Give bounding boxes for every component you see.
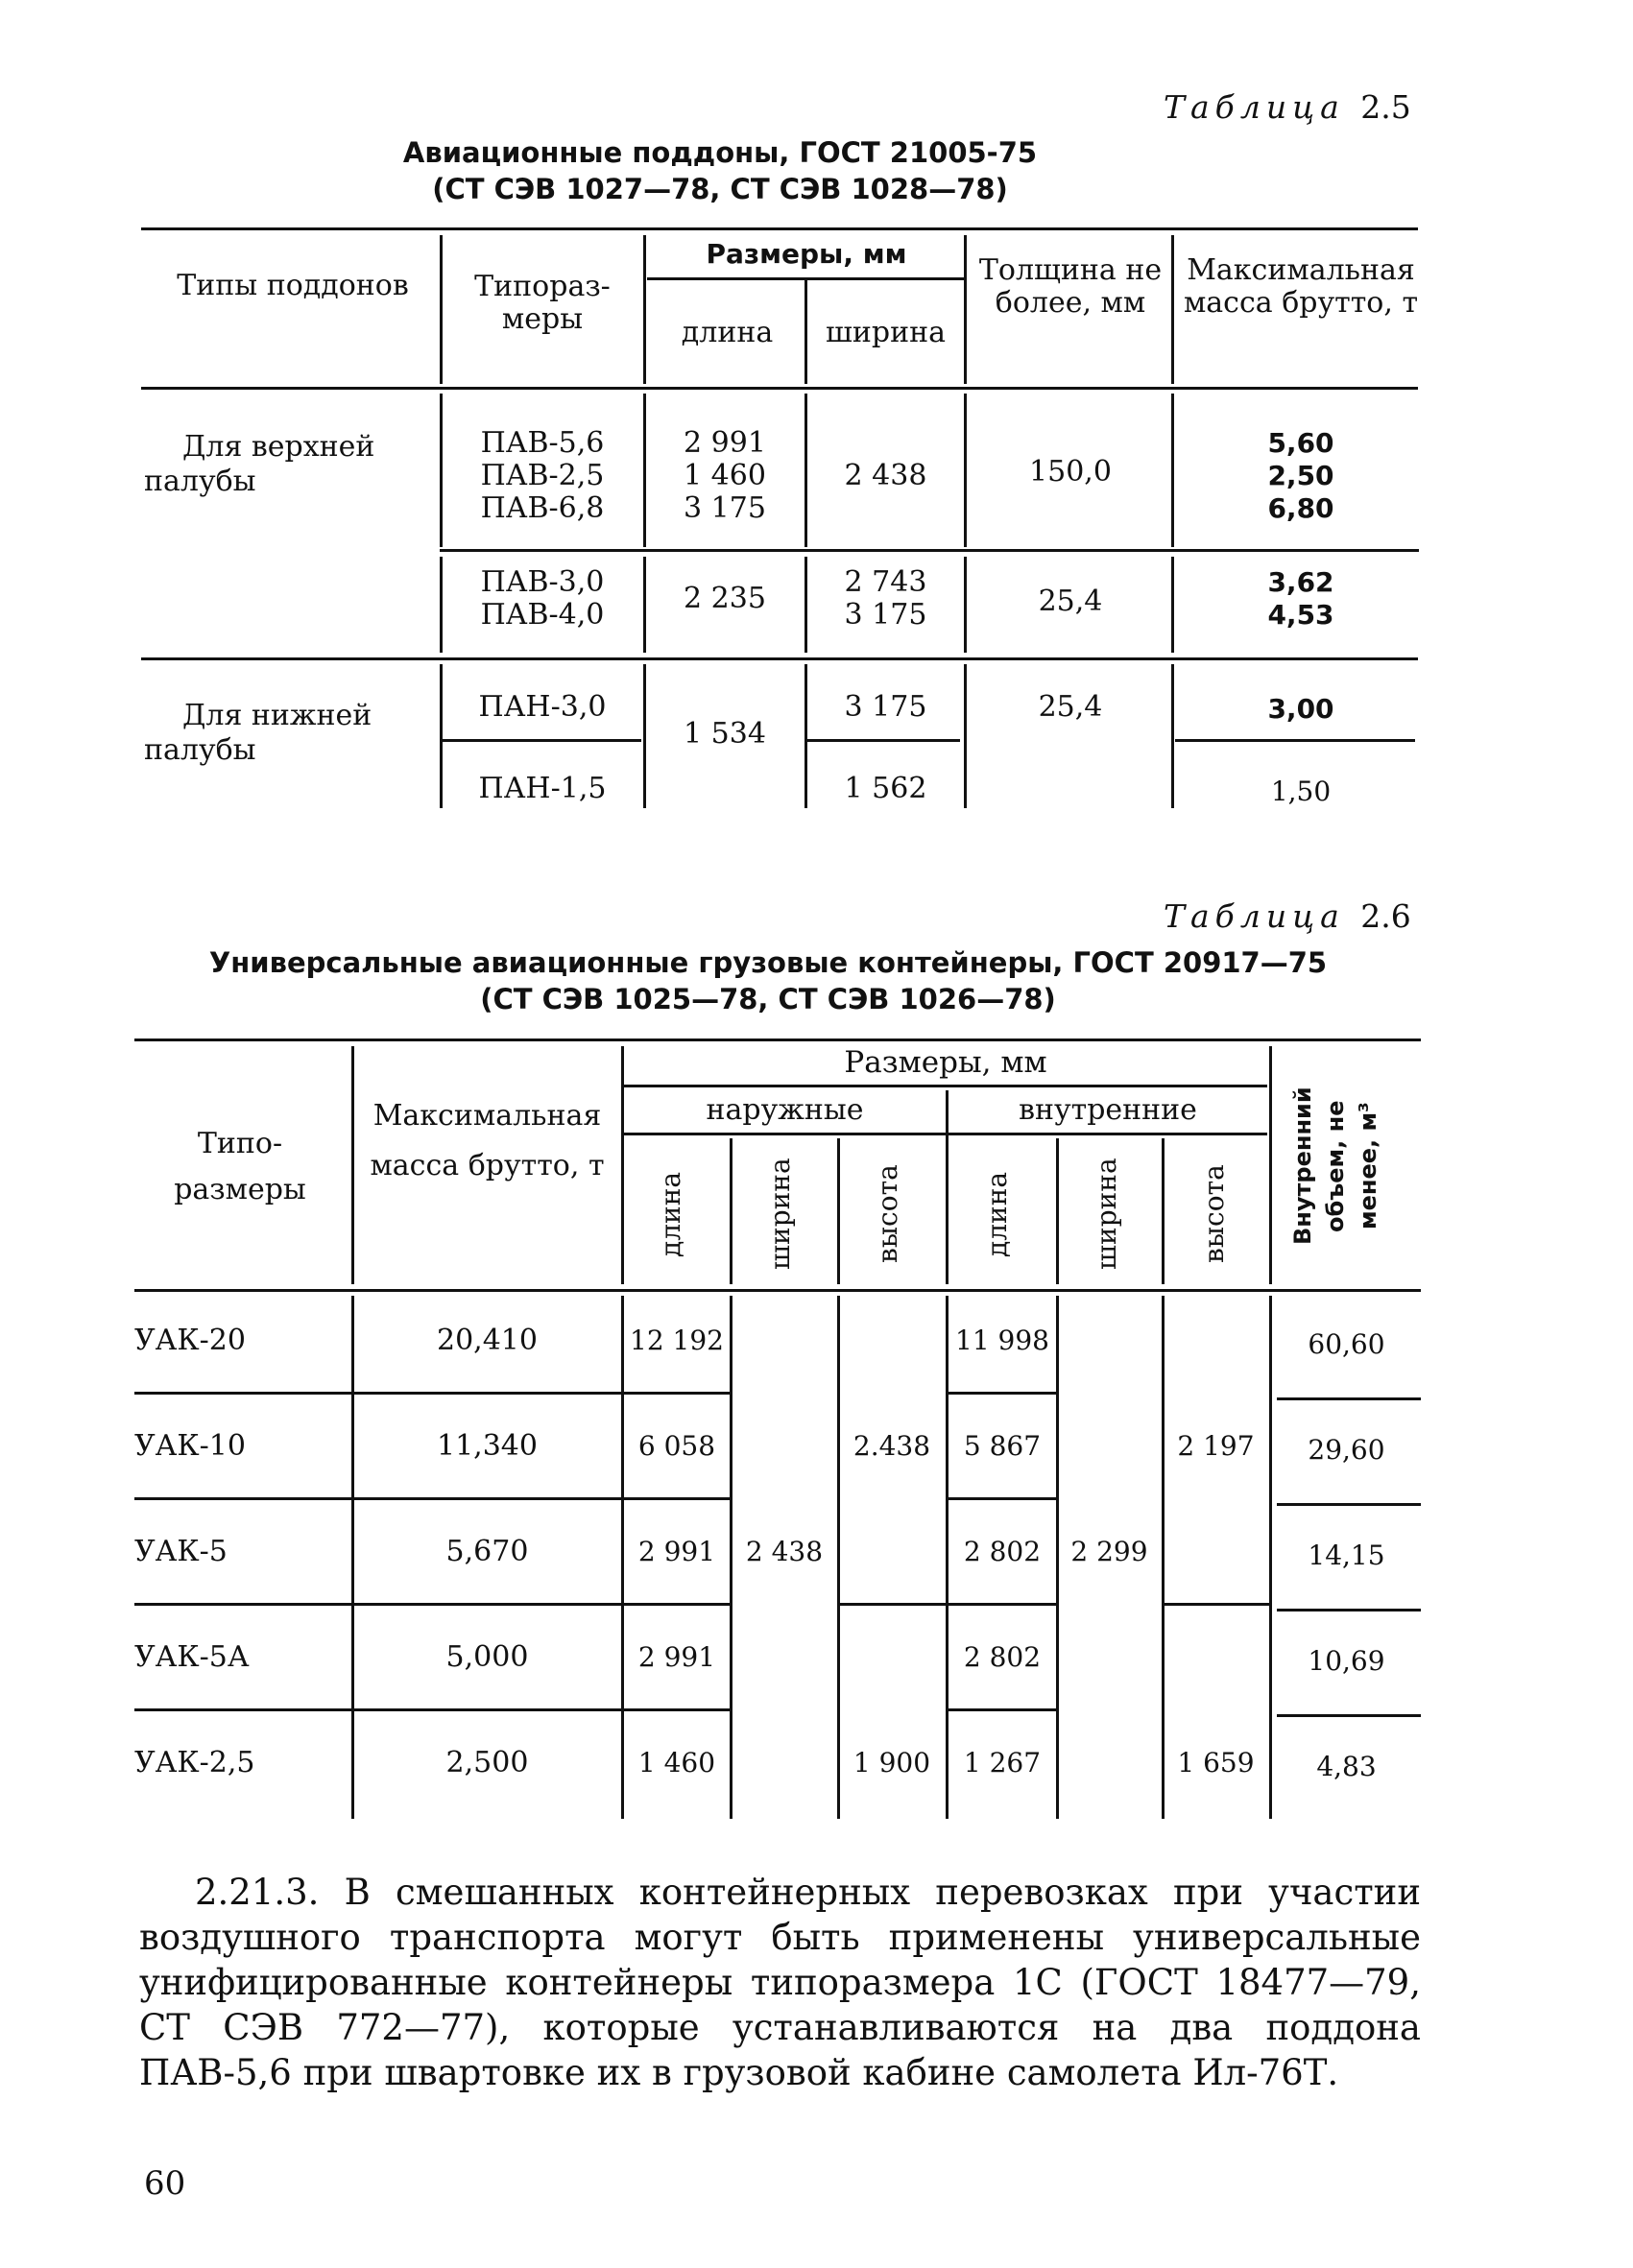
row3-size1: ПАН-3,0 [478,690,607,724]
row1-width: 2 438 [844,459,927,492]
header-inner: внутренние [1019,1093,1197,1127]
header-inner-width: ширина [1091,1158,1122,1271]
row3-mass2: 1,50 [1270,776,1332,807]
row-uak-10-mass: 11,340 [437,1429,538,1463]
row-uak-2-5-volume: 4,83 [1316,1751,1377,1782]
header-inner-volume: Внутренний объем, не менее, м³ [1289,1086,1381,1246]
header-width: ширина [826,316,946,349]
header-max-mass-2: Максимальная масса брутто, т [370,1099,605,1182]
row-uak-5-size: УАК-5 [134,1535,228,1568]
row-uak-5a-mass: 5,000 [445,1640,529,1674]
row-uak-2-5-size: УАК-2,5 [134,1746,255,1779]
row1-sizes: ПАВ-5,6 ПАВ-2,5 ПАВ-6,8 [480,426,605,525]
row-uak-5-volume: 14,15 [1308,1540,1385,1571]
merged-outer-width: 2 438 [745,1536,824,1567]
header-thickness: Толщина не более, мм [978,253,1163,320]
merged-inner-height-top: 2 197 [1177,1430,1255,1462]
merged-inner-height-bottom: 1 659 [1177,1747,1255,1779]
header-dimensions: Размеры, мм [706,238,907,270]
row-uak-5a-inner-length: 2 802 [963,1641,1042,1673]
row2-masses: 3,62 4,53 [1267,566,1334,631]
row-uak-10-inner-length: 5 867 [963,1430,1042,1462]
header-outer-width: ширина [764,1158,796,1271]
row2-thickness: 25,4 [1038,585,1103,618]
row-uak-5-inner-length: 2 802 [963,1536,1042,1567]
row-uak-2-5-outer-length: 1 460 [637,1747,716,1779]
row-uak-10-volume: 29,60 [1308,1434,1385,1466]
merged-outer-height-bottom: 1 900 [853,1747,931,1779]
table-2-6-title: Универсальные авиационные грузовые контейнеры, ГОСТ 20917—75 (СТ СЭВ 1025—78, СТ СЭВ 1026—78) [208,946,1328,1015]
table-2-6-label: Таблица 2.6 [1164,897,1411,935]
row1-lengths: 2 991 1 460 3 175 [684,426,766,525]
row3-mass1: 3,00 [1267,693,1334,725]
header-size-type: Типораз- меры [474,270,611,336]
row-uak-20-size: УАК-20 [134,1324,246,1357]
row1-thickness: 150,0 [1029,455,1112,489]
header-inner-length: длина [981,1171,1013,1257]
row3-length: 1 534 [684,717,766,751]
header-inner-height: высота [1198,1164,1230,1264]
row-uak-5a-volume: 10,69 [1308,1645,1385,1677]
header-size-type-2: Типо- размеры [174,1127,306,1206]
group-lower-deck: Для нижней палубы [144,699,372,767]
header-outer: наружные [706,1093,864,1127]
table-2-5-label: Таблица 2.5 [1164,88,1411,126]
row2-sizes: ПАВ-3,0 ПАВ-4,0 [480,565,605,632]
row3-thickness: 25,4 [1038,690,1103,724]
header-dimensions-2: Размеры, мм [844,1045,1047,1080]
row-uak-5-mass: 5,670 [445,1535,529,1568]
row-uak-10-size: УАК-10 [134,1429,246,1463]
row2-widths: 2 743 3 175 [844,565,927,632]
header-outer-length: длина [655,1171,686,1257]
row-uak-20-inner-length: 11 998 [955,1325,1049,1356]
header-outer-height: высота [872,1164,903,1264]
row-uak-5-outer-length: 2 991 [637,1536,716,1567]
row3-width2: 1 562 [844,772,927,805]
row-uak-10-outer-length: 6 058 [637,1430,716,1462]
row2-length: 2 235 [684,582,766,615]
body-paragraph: 2.21.3. В смешанных контейнерных перевозках при участии воздушного транспорта могут быть применены универсальные унифицированные контейнеры типоразмера 1С (ГОСТ 18477—79, СТ СЭВ 772—77), которые устанавливаются на два поддона ПАВ-5,6 при швартовке их в грузовой кабине самолета Ил-76Т. [139,1872,1421,2093]
row3-width1: 3 175 [844,690,927,724]
row-uak-2-5-inner-length: 1 267 [963,1747,1042,1779]
row-uak-5a-outer-length: 2 991 [637,1641,716,1673]
header-pallet-type: Типы поддонов [177,269,409,302]
row-uak-2-5-mass: 2,500 [445,1746,529,1779]
group-upper-deck: Для верхней палубы [144,430,375,498]
header-length: длина [681,316,774,349]
row3-size2: ПАН-1,5 [478,772,607,805]
page-number: 60 [144,2164,186,2203]
row-uak-20-outer-length: 12 192 [630,1325,724,1356]
row-uak-20-mass: 20,410 [437,1324,538,1357]
row1-masses: 5,60 2,50 6,80 [1267,427,1334,524]
merged-inner-width: 2 299 [1070,1536,1148,1567]
row-uak-5a-size: УАК-5А [134,1640,250,1674]
merged-outer-height-top: 2.438 [853,1430,931,1462]
header-max-mass: Максимальная масса брутто, т [1183,253,1419,320]
table-2-5-title: Авиационные поддоны, ГОСТ 21005-75 (СТ СЭВ 1027—78, СТ СЭВ 1028—78) [402,136,1038,205]
row-uak-20-volume: 60,60 [1308,1328,1385,1360]
